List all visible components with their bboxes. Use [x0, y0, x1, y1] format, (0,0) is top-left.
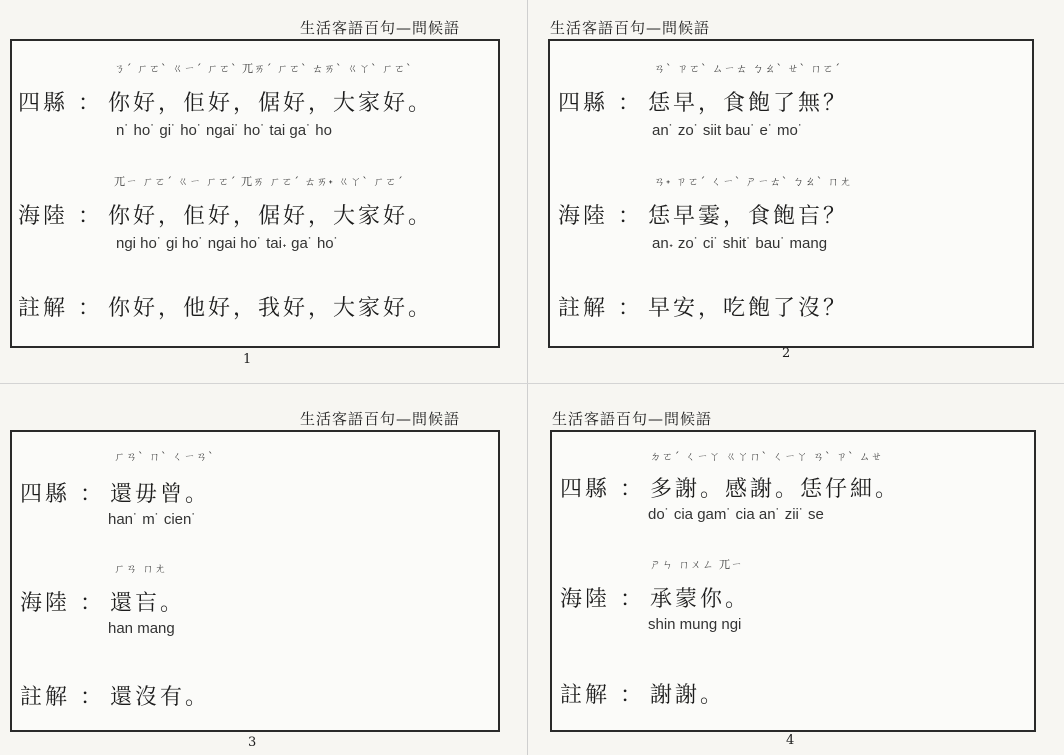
- dialect-label: 四縣: [558, 91, 609, 116]
- dialect-label: 海陸: [20, 591, 71, 616]
- bopomofo-annotation: ㄋˊ ㄏㄛˋ ㄍㄧˊ ㄏㄛˋ ㄫㄞˊ ㄏㄛˋ ㄊㄞˋ ㄍㄚˋ ㄏㄛˋ: [114, 62, 413, 75]
- bopomofo-annotation: ㄢ˖ ㄗㄛˊ ㄑㄧˋ ㄕㄧㄊˋ ㄅㄠˋ ㄇㄤ: [654, 175, 852, 188]
- dialect-label: 註解: [20, 685, 71, 710]
- dialect-label: 註解: [18, 296, 69, 321]
- bopomofo-annotation: ㄫㄧ ㄏㄛˊ ㄍㄧ ㄏㄛˊ ㄫㄞ ㄏㄛˊ ㄊㄞ˖ ㄍㄚˋ ㄏㄛˊ: [114, 175, 404, 188]
- hanzi-text: 你好，佢好，倨好，大家好。: [108, 204, 434, 229]
- label-colon: ：: [620, 683, 643, 708]
- hanzi-text: 早安，吃飽了沒？: [648, 296, 849, 321]
- dialect-label: 海陸: [18, 204, 69, 229]
- romanization-text: an˖ zo˙ ci˙ shit˙ bau˙ mang: [652, 235, 828, 252]
- bopomofo-annotation: ㄢˋ ㄗㄛˋ ㄙㄧㄊ ㄅㄠˋ ㄝˋ ㄇㄛˊ: [654, 62, 841, 75]
- page-number: 1: [243, 352, 252, 367]
- hanzi-text: 恁早，食飽了無？: [648, 91, 849, 116]
- dialect-label: 四縣: [18, 91, 69, 116]
- hanzi-text: 還沒有。: [110, 685, 211, 710]
- hanzi-text: 你好，佢好，倨好，大家好。: [108, 91, 434, 116]
- bopomofo-annotation: ㄏㄢ ㄇㄤ: [114, 562, 167, 575]
- dialect-label: 四縣: [20, 482, 71, 507]
- romanization-text: shin mung ngi: [648, 616, 742, 633]
- page-header: 生活客語百句—問候語: [300, 19, 461, 37]
- card-frame: [548, 39, 1034, 348]
- romanization-text: han˙ m˙ cien˙: [108, 511, 197, 528]
- hanzi-text: 還吂。: [110, 591, 186, 616]
- romanization-text: han mang: [108, 620, 175, 637]
- bopomofo-annotation: ㄉㄛˊ ㄑㄧㄚ ㄍㄚㄇˋ ㄑㄧㄚ ㄢˋ ㄗˋ ㄙㄝ: [650, 450, 883, 463]
- hanzi-text: 你好，他好，我好，大家好。: [108, 296, 434, 321]
- hanzi-text: 承蒙你。: [650, 587, 751, 612]
- page-header: 生活客語百句—問候語: [552, 410, 713, 428]
- bopomofo-annotation: ㄏㄢˋ ㄇˋ ㄑㄧㄢˋ: [114, 450, 215, 463]
- label-colon: ：: [620, 477, 643, 502]
- label-colon: ：: [618, 204, 641, 229]
- romanization-text: an˙ zo˙ siit bau˙ e˙ mo˙: [652, 122, 803, 139]
- card-frame: [550, 430, 1036, 732]
- label-colon: ：: [618, 296, 641, 321]
- hanzi-text: 多謝。感謝。恁仔細。: [650, 477, 901, 502]
- page-header: 生活客語百句—問候語: [300, 410, 461, 428]
- dialect-label: 註解: [560, 683, 611, 708]
- page-number: 3: [248, 735, 257, 750]
- label-colon: ：: [80, 685, 103, 710]
- label-colon: ：: [618, 91, 641, 116]
- romanization-text: do˙ cia gam˙ cia an˙ zii˙ se: [648, 506, 824, 523]
- dialect-label: 四縣: [560, 477, 611, 502]
- page-number: 2: [782, 346, 791, 361]
- bopomofo-annotation: ㄕㄣ ㄇㄨㄥ ㄫㄧ: [650, 558, 743, 571]
- page-number: 4: [786, 733, 795, 748]
- hanzi-text: 還毋曾。: [110, 482, 211, 507]
- dialect-label: 海陸: [560, 587, 611, 612]
- page-header: 生活客語百句—問候語: [550, 19, 711, 37]
- dialect-label: 註解: [558, 296, 609, 321]
- fold-line-vertical: [527, 0, 528, 755]
- dialect-label: 海陸: [558, 204, 609, 229]
- card-frame: [10, 430, 500, 732]
- label-colon: ：: [620, 587, 643, 612]
- fold-line-horizontal: [0, 383, 1064, 384]
- label-colon: ：: [78, 296, 101, 321]
- label-colon: ：: [78, 91, 101, 116]
- hanzi-text: 恁早霎，食飽吂？: [648, 204, 849, 229]
- romanization-text: n˙ ho˙ gi˙ ho˙ ngai˙ ho˙ tai ga˙ ho: [116, 122, 332, 139]
- label-colon: ：: [80, 591, 103, 616]
- hanzi-text: 謝謝。: [650, 683, 726, 708]
- label-colon: ：: [80, 482, 103, 507]
- card-frame: [10, 39, 500, 348]
- label-colon: ：: [78, 204, 101, 229]
- romanization-text: ngi ho˙ gi ho˙ ngai ho˙ tai˖ ga˙ ho˙: [116, 235, 339, 252]
